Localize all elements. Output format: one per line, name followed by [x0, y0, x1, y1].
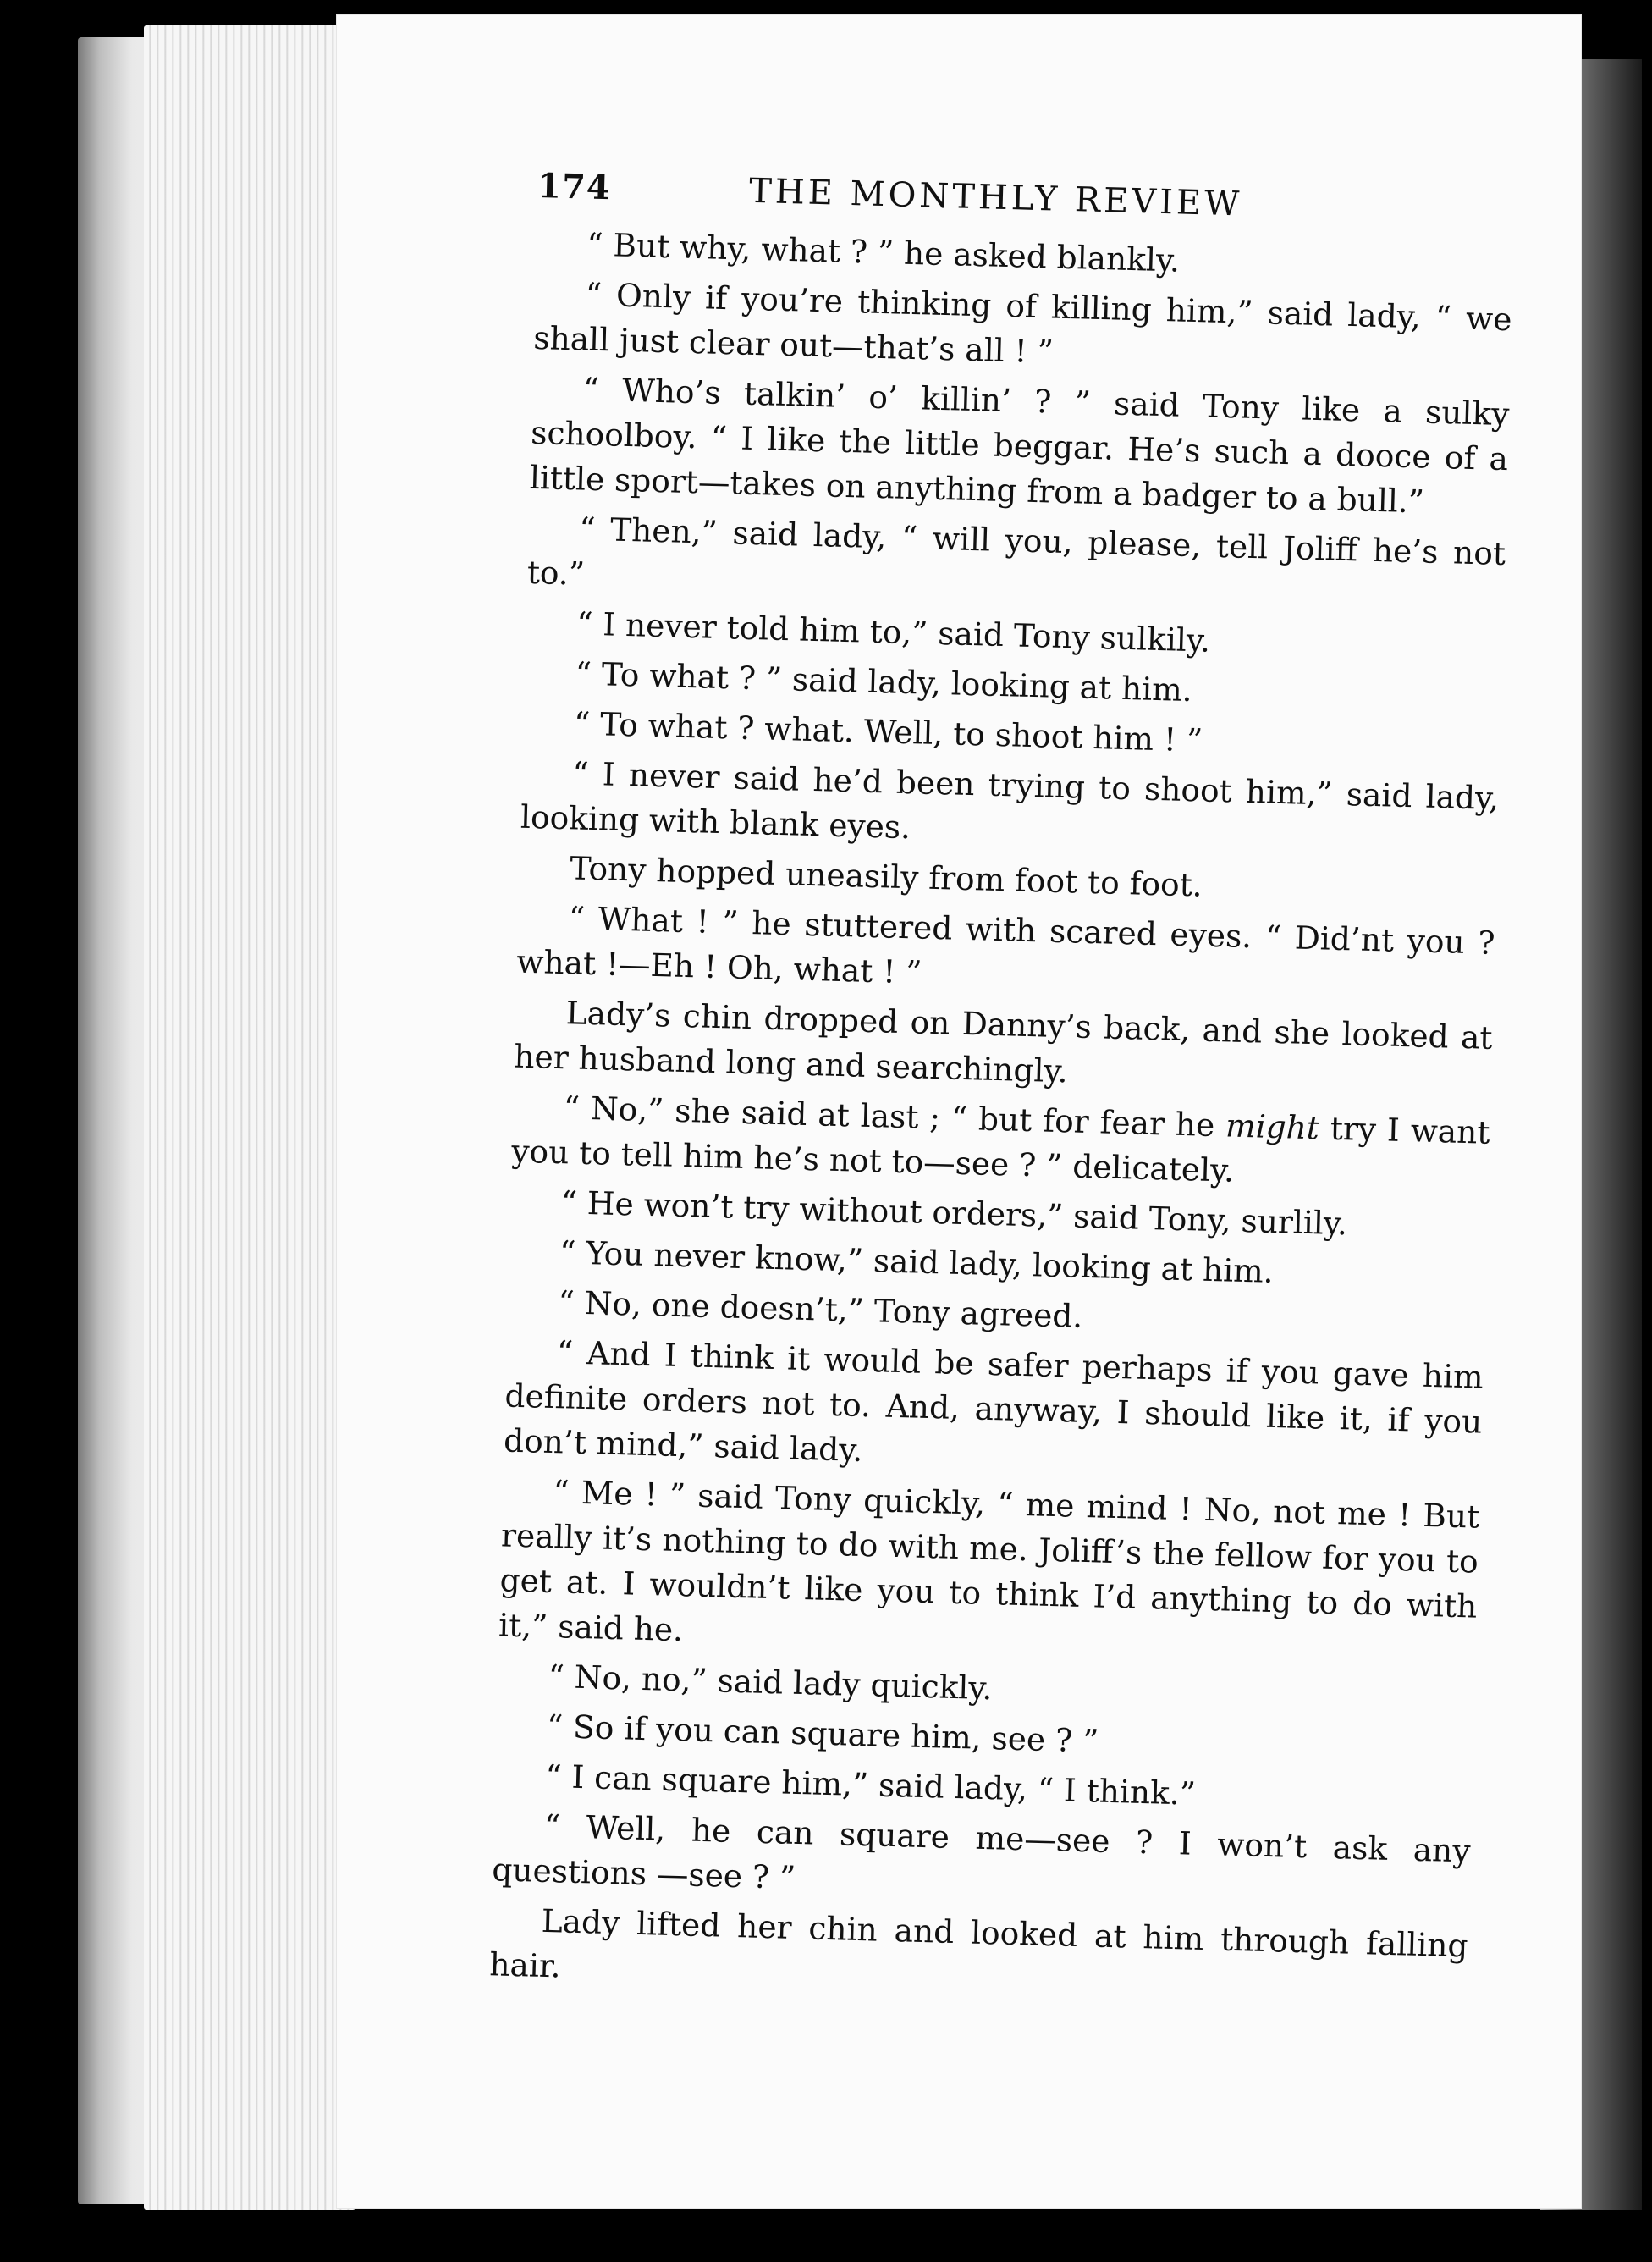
paragraph: “ Then,” said lady, “ will you, please, tell Joliff he’s not to.”	[526, 510, 1506, 593]
paragraph: “ Who’s talkin’ o’ killin’ ? ” said Tony like a sulky schoolboy. “ I like the little beggar. He’s such a dooce of a little sport—takes on anything from a badger to a bull.”	[529, 370, 1511, 521]
paragraph: Tony hopped uneasily from foot to foot.	[569, 849, 1203, 904]
paragraph: “ Only if you’re thinking of killing him,” said lady, “ we shall just clear out—that’s all ! ”	[532, 275, 1513, 371]
paragraph: “ I never told him to,” said Tony sulkily.	[575, 604, 1211, 659]
paragraph-text: “ No,” she said at last ; “ but for fear he	[563, 1089, 1226, 1145]
page-number: 174	[537, 165, 612, 208]
paragraph: “ To what ? what. Well, to shoot him ! ”	[573, 704, 1203, 759]
paragraph-text: try I want you to tell him he’s not to—see ? ” delicately.	[510, 1109, 1491, 1189]
paragraph: “ No, one doesn’t,” Tony agreed.	[558, 1283, 1083, 1335]
paragraph: “ But why, what ? ” he asked blankly.	[586, 225, 1181, 279]
running-title: THE MONTHLY REVIEW	[748, 171, 1243, 224]
paragraph: “ So if you can square him, see ? ”	[546, 1707, 1099, 1760]
paragraph: “ You never know,” said lady, looking at him.	[559, 1233, 1275, 1290]
stacked-page-edges	[144, 25, 355, 2210]
paragraph: Lady’s chin dropped on Danny’s back, and she looked at her husband long and searchingly.	[513, 994, 1494, 1090]
paragraph: Lady lifted her chin and looked at him through falling hair.	[488, 1901, 1469, 1985]
emphasized-word: might	[1225, 1106, 1320, 1147]
paragraph: “ And I think it would be safer perhaps if you gave him definite orders not to. And, anyway, I should like it, if you don’t mind,” said lady.	[503, 1333, 1484, 1469]
paragraph: “ I never said he’d been trying to shoot him,” said lady, looking with blank eyes.	[520, 754, 1500, 847]
paragraph: “ To what ? ” said lady, looking at him.	[575, 654, 1193, 709]
paragraph: “ What ! ” he stuttered with scared eyes. “ Did’nt you ? what !—Eh ! Oh, what ! ”	[515, 899, 1496, 991]
paragraph: “ No, no,” said lady quickly.	[548, 1657, 994, 1708]
paragraph: “ Me ! ” said Tony quickly, “ me mind ! No, not me ! But really it’s nothing to do with me. Joliff’s the fellow for you to get at. I wouldn’t like you to think I’d anything to do with it,” said he.	[498, 1473, 1480, 1649]
paragraph: “ Well, he can square me—see ? I won’t ask any questions —see ? ”	[491, 1807, 1472, 1896]
page-text-block	[489, 163, 1516, 2018]
paragraph: “ He won’t try without orders,” said Tony, surlily.	[560, 1183, 1348, 1243]
paragraph: “ I can square him,” said lady, “ I think.”	[544, 1757, 1197, 1812]
book-page	[337, 15, 1581, 2208]
